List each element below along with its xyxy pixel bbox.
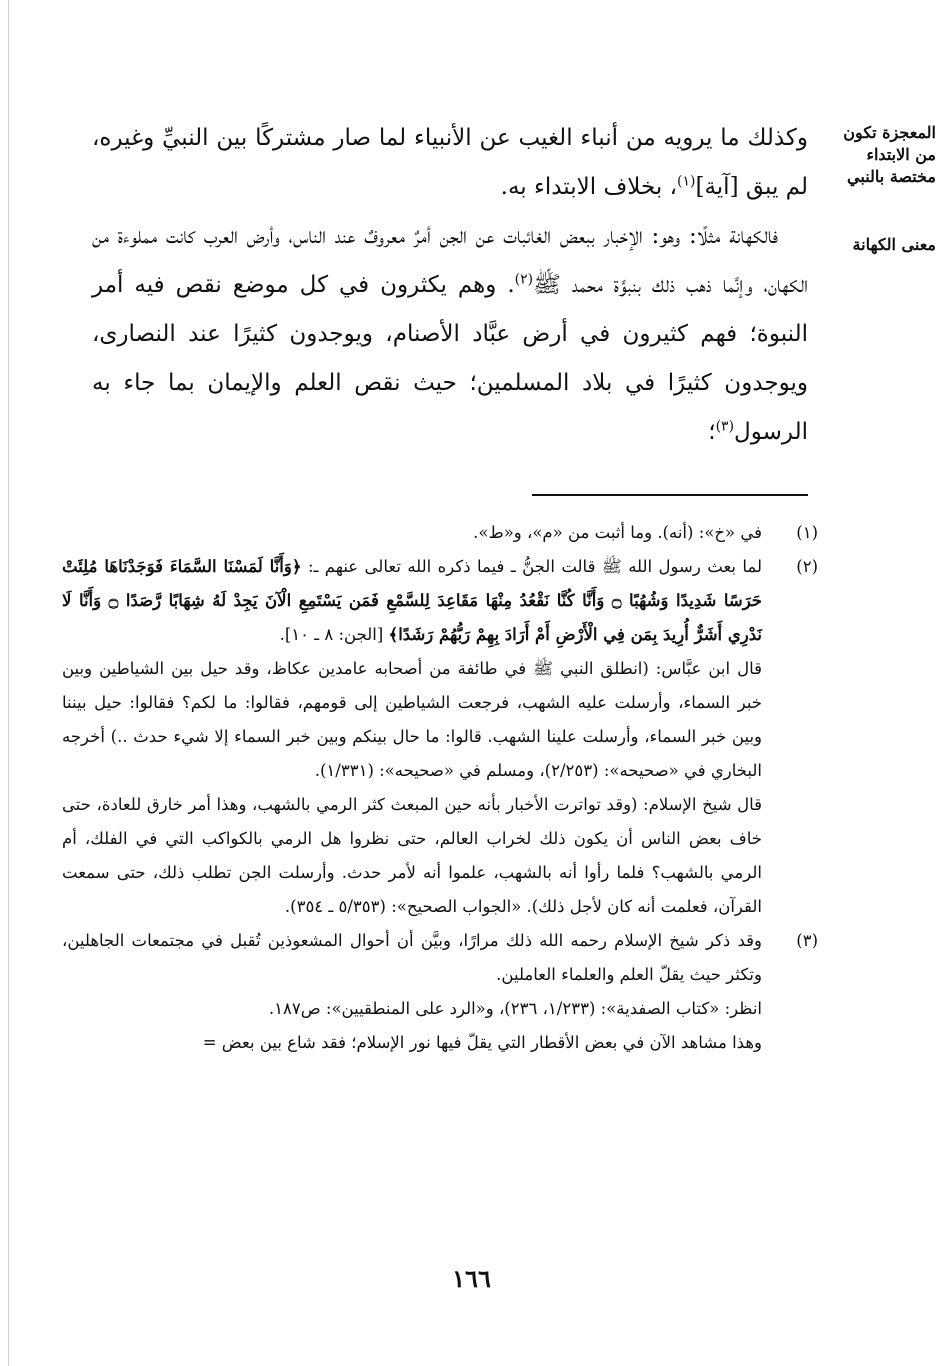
footnote-number: (١) (796, 523, 818, 542)
margin-notes (818, 122, 936, 254)
margin-note-miracle: المعجزة تكون من الابتداء مختصة بالنبي (843, 123, 936, 186)
shaykh-quote: قال شيخ الإسلام: (وقد تواترت الأخبار بأنه حين المبعث كثر الرمي بالشهب، وهذا أمر خارق للعادة، حتى خاف بعض الناس أن يكون ذلك لخراب العالم، حتى نظروا هل الرمي بالكواكب التي في الفلك، أم الرمي بالشهب؟ فلما رأوا أنه بالشهب، علموا أنه لأمر حدث. وأرسلت الجن تطلب ذلك، حتى سمعت القرآن، فعلمت أنه كان لأجل ذلك). «الجواب الصحيح»: (٥/٣٥٣ ـ ٣٥٤). (62, 795, 762, 916)
footnotes (62, 516, 818, 1060)
footnote-2: (٢) لما بعث رسول الله ﷺ قالت الجنُّ ـ فيما ذكره الله تعالى عنهم ـ: ﴿وَأَنَّا لَمَسْنَا السَّمَاءَ فَوَجَدْنَاهَا مُلِئَتْ حَرَسًا شَدِيدًا وَشُهُبًا ۝ وَأَنَّا كُنَّا نَقْعُدُ مِنْهَا مَقَاعِدَ لِلسَّمْعِ فَمَن يَسْتَمِعِ الْآنَ يَجِدْ لَهُ شِهَابًا رَّصَدًا ۝ وَأَنَّا لَا نَدْرِي أَشَرٌّ أُرِيدَ بِمَن فِي الْأَرْضِ أَمْ أَرَادَ بِهِمْ رَبُّهُمْ رَشَدًا﴾ [الجن: ٨ ـ ١٠]. قال ابن عبَّاس: (انطلق النبي ﷺ في طائفة من أصحابه عامدين عكاظ، وقد حيل بين الشياطين وبين خبر السماء، وأرسلت عليه الشهب، فرجعت الشياطين إلى قومهم، فقالوا: ما لكم؟ فقالوا: حيل بيننا وبين خبر السماء، وأرسلت علينا الشهب. قالوا: ما حال بينكم وبين خبر السماء إلا شيء حدث ..) أخرجه البخاري في «صحيحه»: (٢/٢٥٣)، ومسلم في «صحيحه»: (١/٣٣١). قال شيخ الإسلام: (وقد تواترت الأخبار بأنه حين المبعث كثر الرمي بالشهب، وهذا أمر خارق للعادة، حتى خاف بعض الناس أن يكون ذلك لخراب العالم، حتى نظروا هل الرمي بالكواكب التي في الفلك، أم الرمي بالشهب؟ فلما رأوا أنه بالشهب، علموا أنه لأمر حدث. وأرسلت الجن تطلب ذلك، حتى سمعت القرآن، فعلمت أنه كان لأجل ذلك). «الجواب الصحيح»: (٥/٣٥٣ ـ ٣٥٤). (62, 550, 818, 924)
paragraph-1: وكذلك ما يرويه من أنباء الغيب عن الأنبياء لما صار مشتركًا بين النبيِّ وغيره، لم يبق [آية]$^{(١)}$، بخلاف الابتداء به. (92, 125, 808, 200)
quran-verse: ﴿وَأَنَّا لَمَسْنَا السَّمَاءَ فَوَجَدْنَاهَا مُلِئَتْ حَرَسًا شَدِيدًا وَشُهُبًا ۝ وَأَنَّا كُنَّا نَقْعُدُ مِنْهَا مَقَاعِدَ لِلسَّمْعِ فَمَن يَسْتَمِعِ الْآنَ يَجِدْ لَهُ شِهَابًا رَّصَدًا ۝ وَأَنَّا لَا نَدْرِي أَشَرٌّ أُرِيدَ بِمَن فِي الْأَرْضِ أَمْ أَرَادَ بِهِمْ رَبُّهُمْ رَشَدًا﴾ (62, 557, 762, 644)
footnote-ref-2: (٢) (514, 271, 534, 288)
ibn-abbas-quote: قال ابن عبَّاس: (انطلق النبي ﷺ في طائفة من أصحابه عامدين عكاظ، وقد حيل بين الشياطين وبين خبر السماء، وأرسلت عليه الشهب، فرجعت الشياطين إلى قومهم، فقالوا: ما لكم؟ فقالوا: حيل بيننا وبين خبر السماء، وأرسلت علينا الشهب. قالوا: ما حال بينكم وبين خبر السماء إلا شيء حدث ..) أخرجه البخاري في «صحيحه»: (٢/٢٥٣)، ومسلم في «صحيحه»: (١/٣٣١). (62, 659, 762, 780)
footnote-ref-1: (١) (677, 173, 696, 190)
main-text (92, 114, 808, 457)
paragraph-2: فالكهانة مثلًا: وهو: الإخبار ببعض الغائبات عن الجن أمرٌ معروفٌ عند الناس، وأرض العرب كانت مملوءة من الكهان، وإنَّما ذهب ذلك بنبوَّة محمد ﷺ$^{(٢)}$. وهم يكثرون في كل موضع نقص فيه أمر النبوة؛ فهم كثيرون في أرض عبَّاد الأصنام، ويوجدون كثيرًا عند النصارى، ويوجدون كثيرًا في بلاد المسلمين؛ حيث نقص العلم والإيمان بما جاء به الرسول$^{(٣)}$؛ (92, 223, 808, 445)
footnote-1: (١) في «خ»: (أنه). وما أثبت من «م»، و«ط». (62, 516, 818, 550)
footnote-number: (٢) (796, 557, 818, 576)
footnote-separator (532, 494, 808, 496)
footnote-number: (٣) (796, 931, 818, 950)
margin-note-soothsaying: معنى الكهانة (852, 235, 936, 254)
page-edge-line (8, 0, 9, 1366)
page-number: ١٦٦ (452, 1264, 491, 1293)
footnote-3: (٣) وقد ذكر شيخ الإسلام رحمه الله ذلك مرارًا، وبيَّن أن أحوال المشعوذين تُقبل في مجتمعات الجاهلين، وتكثر حيث يقلّ العلم والعلماء العاملين. انظر: «كتاب الصفدية»: (١/٢٣٣، ٢٣٦)، و«الرد على المنطقيين»: ص١٨٧. وهذا مشاهد الآن في بعض الأقطار التي يقلّ فيها نور الإسلام؛ فقد شاع بين بعض = (62, 924, 818, 1060)
footnote-ref-3: (٣) (715, 418, 735, 435)
